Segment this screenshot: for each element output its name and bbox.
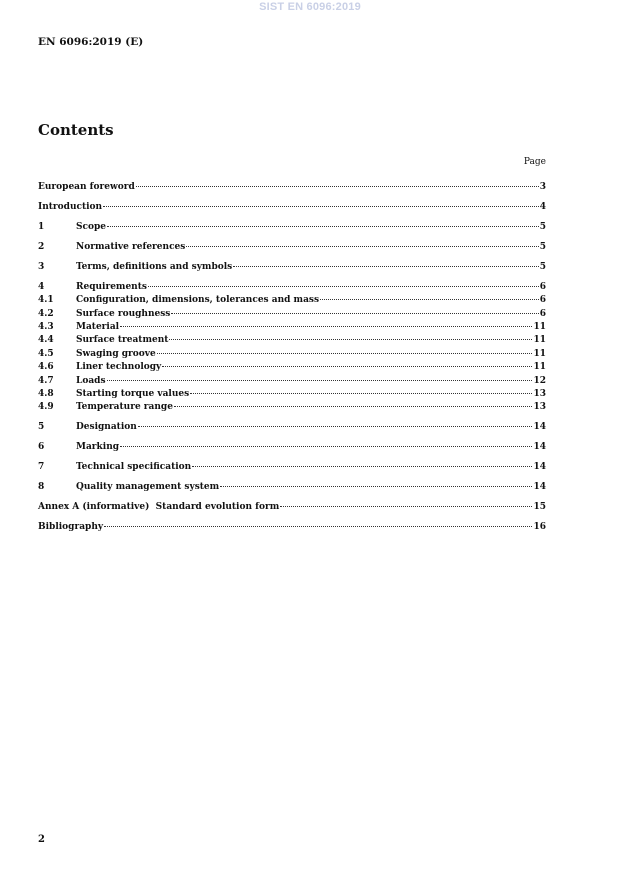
toc-entry-quality-management[interactable]	[38, 481, 546, 494]
toc-entry-number: 6	[38, 442, 45, 453]
toc-entry-swaging-groove[interactable]	[38, 348, 546, 361]
toc-entry-technical-specification[interactable]	[38, 461, 546, 474]
toc-entry-introduction[interactable]	[38, 201, 546, 214]
toc-entry-title: Loads	[76, 375, 106, 386]
toc-entry-page: 15	[533, 502, 546, 513]
toc-entry-number: 4.2	[38, 308, 54, 319]
toc-leader-dots	[120, 326, 532, 327]
toc-entry-terms-definitions[interactable]	[38, 261, 546, 274]
toc-entry-title: Surface roughness	[76, 308, 171, 319]
toc-leader-dots	[220, 486, 532, 487]
toc-leader-dots	[136, 186, 539, 187]
toc-entry-requirements[interactable]	[38, 281, 546, 294]
toc-entry-page: 14	[533, 462, 546, 473]
toc-entry-title: Requirements	[76, 281, 147, 292]
toc-entry-page: 12	[533, 375, 546, 386]
toc-leader-dots	[107, 380, 533, 381]
toc-entry-title: Liner technology	[76, 362, 162, 373]
toc-entry-configuration[interactable]	[38, 294, 546, 307]
toc-entry-number: 4.7	[38, 375, 54, 386]
toc-entry-title: Introduction	[38, 201, 103, 212]
toc-entry-number: 4.5	[38, 348, 54, 359]
toc-entry-number: 4	[38, 281, 45, 292]
toc-entry-page: 5	[539, 221, 546, 232]
toc-entry-bibliography[interactable]	[38, 521, 546, 534]
toc-entry-page: 11	[533, 322, 546, 333]
toc-entry-number: 2	[38, 241, 45, 252]
toc-entry-page: 14	[533, 482, 546, 493]
watermark: SIST EN 6096:2019	[259, 1, 361, 13]
toc-entry-page: 11	[533, 348, 546, 359]
toc-entry-number: 4.3	[38, 322, 54, 333]
toc-entry-normative-references[interactable]	[38, 241, 546, 254]
toc-leader-dots	[171, 313, 538, 314]
toc-entry-page: 14	[533, 422, 546, 433]
toc-leader-dots	[162, 366, 532, 367]
toc-entry-title: Terms, definitions and symbols	[76, 261, 233, 272]
toc-entry-page: 6	[539, 308, 546, 319]
toc-entry-title: Temperature range	[76, 402, 173, 413]
toc-entry-page: 4	[539, 201, 546, 212]
toc-leader-dots	[120, 446, 532, 447]
toc-entry-title: Bibliography	[38, 522, 104, 533]
toc-entry-page: 11	[533, 362, 546, 373]
toc-entry-title: Scope	[76, 221, 107, 232]
toc-leader-dots	[157, 353, 533, 354]
toc-entry-title: Marking	[76, 442, 120, 453]
contents-title: Contents	[38, 121, 114, 139]
toc-entry-title: Annex A (informative) Standard evolution form	[38, 502, 280, 513]
toc-entry-page: 5	[539, 241, 546, 252]
toc-leader-dots	[320, 299, 539, 300]
toc-entry-page: 6	[539, 295, 546, 306]
toc-leader-dots	[104, 526, 532, 527]
document-id: EN 6096:2019 (E)	[38, 36, 144, 48]
toc-entry-title: Starting torque values	[76, 389, 190, 400]
toc-entry-title: Quality management system	[76, 482, 220, 493]
toc-leader-dots	[190, 393, 532, 394]
toc-entry-page: 13	[533, 389, 546, 400]
toc-entry-liner-technology[interactable]	[38, 361, 546, 374]
toc-entry-number: 4.6	[38, 362, 54, 373]
toc-entry-title: Configuration, dimensions, tolerances and mass	[76, 295, 320, 306]
toc-entry-number: 4.8	[38, 389, 54, 400]
toc-entry-surface-roughness[interactable]	[38, 308, 546, 321]
toc-entry-page: 3	[539, 182, 546, 192]
page-column-label: Page	[523, 157, 546, 167]
toc-leader-dots	[280, 506, 532, 507]
toc-entry-number: 7	[38, 462, 45, 473]
toc-entry-number: 8	[38, 482, 45, 493]
toc-entry-title: Normative references	[76, 241, 186, 252]
toc-leader-dots	[186, 246, 538, 247]
toc-entry-title: Surface treatment	[76, 335, 169, 346]
toc-leader-dots	[174, 406, 533, 407]
toc-entry-page: 5	[539, 261, 546, 272]
toc-leader-dots	[138, 426, 533, 427]
toc-entry-number: 4.9	[38, 402, 54, 413]
toc-leader-dots	[169, 339, 532, 340]
toc-entry-number: 4.1	[38, 295, 54, 306]
toc-entry-number: 4.4	[38, 335, 54, 346]
toc-leader-dots	[233, 266, 538, 267]
toc-entry-surface-treatment[interactable]	[38, 334, 546, 347]
toc-entry-number: 5	[38, 422, 45, 433]
toc-entry-title: Material	[76, 322, 120, 333]
toc-entry-annex-a[interactable]	[38, 501, 546, 514]
toc-entry-title: Designation	[76, 422, 137, 433]
toc-entry-title: European foreword	[38, 182, 135, 192]
toc-entry-number: 3	[38, 261, 45, 272]
toc-entry-european-foreword[interactable]	[38, 181, 546, 194]
toc-entry-scope[interactable]	[38, 221, 546, 234]
toc-entry-page: 13	[533, 402, 546, 413]
toc-entry-starting-torque[interactable]	[38, 388, 546, 401]
toc-leader-dots	[107, 226, 539, 227]
page-number: 2	[38, 834, 45, 845]
toc-entry-page: 6	[539, 281, 546, 292]
toc-entry-page: 16	[533, 522, 546, 533]
toc-entry-marking[interactable]	[38, 441, 546, 454]
toc-leader-dots	[192, 466, 532, 467]
toc-entry-number: 1	[38, 221, 45, 232]
toc-leader-dots	[103, 206, 539, 207]
toc-entry-temperature-range[interactable]	[38, 401, 546, 414]
toc-entry-title: Technical specification	[76, 462, 192, 473]
toc-entry-designation[interactable]	[38, 421, 546, 434]
toc-entry-title: Swaging groove	[76, 348, 156, 359]
toc-entry-loads[interactable]	[38, 375, 546, 388]
table-of-contents	[38, 181, 546, 535]
toc-leader-dots	[148, 286, 539, 287]
toc-entry-page: 14	[533, 442, 546, 453]
toc-entry-page: 11	[533, 335, 546, 346]
toc-entry-material[interactable]	[38, 321, 546, 334]
